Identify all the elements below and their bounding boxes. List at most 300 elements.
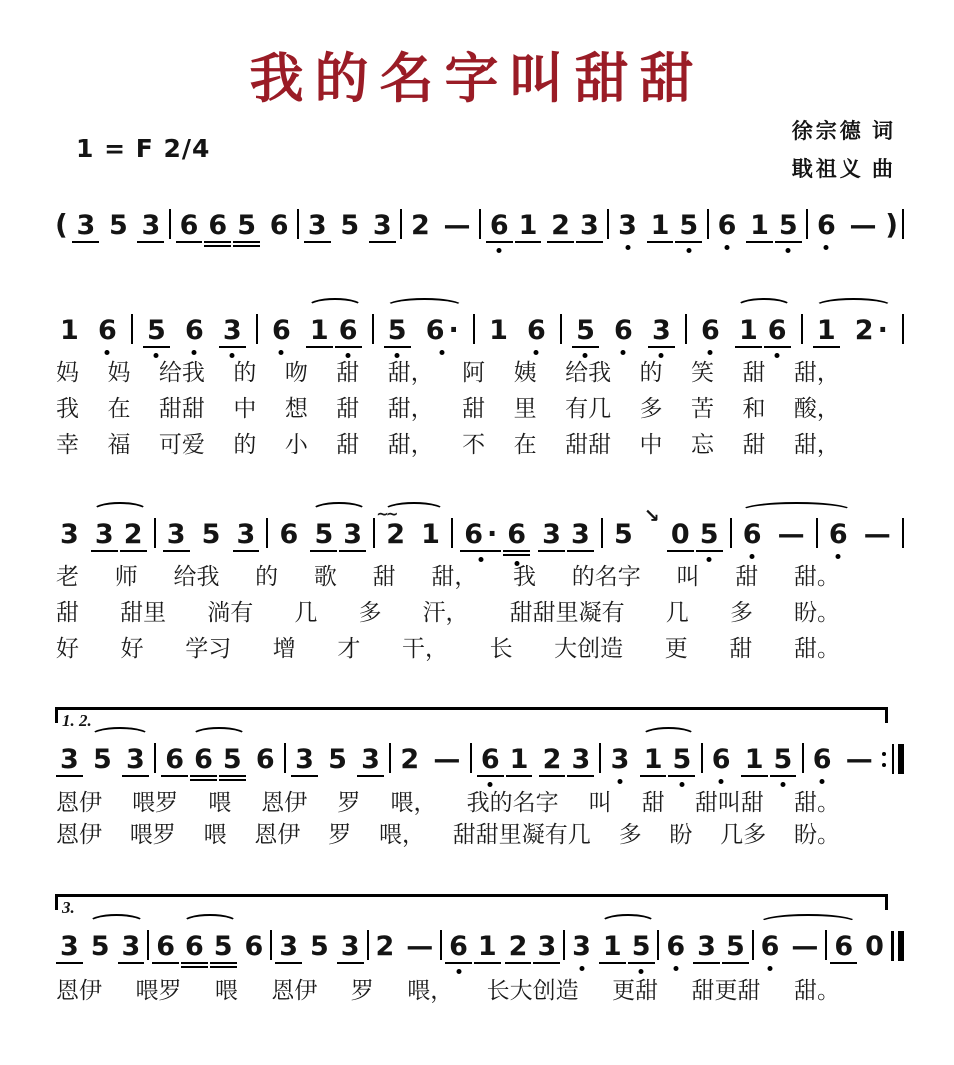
beam-underline: [335, 346, 362, 348]
lyric-syllable: 喂，: [390, 790, 437, 815]
note: [667, 743, 696, 775]
note: [55, 314, 84, 346]
note: [575, 209, 604, 241]
beam-underline: [813, 346, 840, 348]
note-digit: 1: [643, 744, 663, 775]
volta-label: 3.: [62, 898, 75, 917]
note-digit: 1: [744, 744, 764, 775]
beam-underline: [120, 550, 147, 552]
barline: [902, 209, 904, 239]
note-digit: 6: [425, 315, 445, 346]
note-digit: 6: [271, 315, 291, 346]
note-digit: 0: [670, 519, 690, 550]
slur-tie-arc: [311, 502, 367, 520]
note: [505, 743, 534, 775]
note-digit: 5: [147, 315, 166, 346]
beam-underline: [56, 962, 83, 964]
note-digit: 3: [295, 744, 314, 775]
note-digit: 0: [865, 931, 884, 962]
beam-underline: [219, 779, 246, 781]
lyric-syllable: 多: [639, 396, 663, 421]
volta-label: 1. 2.: [62, 711, 92, 730]
note-digit: 5: [328, 744, 347, 775]
note-digit: 3: [166, 519, 186, 550]
beam-underline: [503, 550, 530, 552]
note: [117, 930, 146, 962]
note-digit: 6: [527, 315, 546, 346]
lyric-syllable: 甜: [742, 360, 766, 385]
lyric-syllable: 甜叫甜: [694, 790, 764, 815]
note-digit: —: [443, 210, 471, 241]
lyric-syllable: 甜。: [793, 978, 840, 1003]
note: [232, 209, 261, 241]
note-digit: 3: [60, 931, 79, 962]
note: [218, 314, 247, 346]
note-digit: 3: [279, 931, 299, 962]
note: [738, 518, 767, 550]
lyric-syllable: 甜，: [793, 360, 840, 385]
lyric-syllable: 喂，: [378, 822, 425, 847]
lyric-syllable: 甜，: [387, 432, 434, 457]
lyric-line: [56, 390, 840, 426]
note-digit: 6: [255, 744, 275, 775]
note-digit: 2: [508, 931, 528, 962]
beam-underline: [628, 962, 655, 964]
note: [571, 314, 600, 346]
slur-tie-arc: [736, 298, 792, 316]
beam-underline: [648, 346, 675, 348]
lyric-syllable: 盼: [669, 822, 693, 847]
note-digit: 6: [179, 210, 199, 241]
note: [606, 743, 635, 775]
note: [707, 743, 736, 775]
lyric-syllable: 多: [729, 600, 753, 625]
note-digit: 5: [201, 519, 221, 550]
lyric-line: [56, 558, 840, 594]
note-digit: —: [777, 519, 805, 550]
note-digit: 3: [343, 519, 363, 550]
slur-tie-arc: [92, 502, 148, 520]
beam-underline: [696, 550, 723, 552]
lyric-line: [56, 784, 840, 816]
credit-lyricist: 徐宗德 词: [791, 119, 896, 143]
note-digit: 5: [773, 744, 793, 775]
lyric-syllable: 幸: [56, 432, 79, 457]
beam-group: [459, 518, 531, 550]
note: [609, 314, 638, 346]
lyric-syllable: 中: [639, 432, 663, 457]
note-digit: 2: [411, 210, 430, 241]
note-digit: 3: [618, 210, 637, 241]
barline: [270, 930, 272, 960]
note-digit: 3: [570, 519, 590, 550]
note: [613, 209, 642, 241]
barline: [367, 930, 369, 960]
note: [504, 930, 533, 962]
lyric-syllable: 甜: [462, 396, 486, 421]
lyric-syllable: 阿: [462, 360, 486, 385]
beam-underline: [506, 775, 533, 777]
note-digit: 3: [126, 744, 145, 775]
note: [674, 209, 703, 241]
lyric-syllable: 的名字: [571, 564, 641, 589]
barline: [599, 743, 601, 773]
lyric-syllable: 多: [358, 600, 382, 625]
beam-group: [546, 209, 604, 241]
note: [218, 743, 247, 775]
note-digit: 6: [449, 931, 468, 962]
note-digit: 6: [489, 210, 509, 241]
note: [566, 743, 595, 775]
note: [695, 518, 724, 550]
beam-group: [646, 209, 704, 241]
rest-note: [666, 518, 695, 550]
slur-tie-arc: [383, 502, 445, 520]
beam-group: [734, 314, 792, 346]
note-digit: 6: [338, 315, 358, 346]
lyric-syllable: 干，: [401, 636, 448, 661]
beam-underline: [291, 775, 318, 777]
note: [824, 518, 853, 550]
lyric-syllable: 甜甜: [565, 432, 612, 457]
note: [756, 930, 785, 962]
lyric-syllable: 甜。: [793, 790, 840, 815]
parenthesis: ): [885, 208, 898, 241]
beam-underline: [219, 346, 246, 348]
note-digit: 3: [141, 210, 161, 241]
barline: [657, 930, 659, 960]
note: [514, 209, 543, 241]
lyric-syllable: 小: [284, 432, 308, 457]
note: [275, 518, 304, 550]
beam-underline: [118, 962, 145, 964]
note-digit: 6: [480, 744, 500, 775]
lyric-syllable: 我: [56, 396, 79, 421]
dash-extension: [439, 209, 476, 241]
lyric-syllable: 喂罗: [135, 978, 182, 1003]
note-digit: 6: [244, 931, 264, 962]
barline: [473, 314, 475, 344]
slur-tie-arc: [758, 914, 858, 932]
thin-bar: [892, 744, 894, 774]
note-digit: 3: [60, 744, 79, 775]
lyric-syllable: 甜: [336, 432, 360, 457]
beam-underline: [233, 245, 260, 247]
barline: [154, 743, 156, 773]
note-digit: —: [791, 931, 819, 962]
note-digit: 5: [213, 931, 233, 962]
note: [829, 930, 858, 962]
beam-underline: [693, 962, 720, 964]
barline: [470, 743, 472, 773]
note: [368, 209, 397, 241]
beam-group: [504, 930, 562, 962]
note: [160, 743, 189, 775]
low-octave-dot: [824, 245, 829, 250]
beam-underline: [339, 550, 366, 552]
beam-underline: [181, 962, 208, 964]
barline: [730, 518, 732, 548]
beam-underline: [143, 346, 170, 348]
note: [459, 518, 502, 550]
beam-group: [305, 314, 363, 346]
beam-group: [309, 518, 367, 550]
lyric-syllable: 恩伊: [271, 978, 318, 1003]
low-octave-dot: [768, 966, 773, 971]
slur-tie-arc: [307, 298, 363, 316]
beam-underline: [547, 241, 574, 243]
note-digit: 6: [812, 744, 832, 775]
key-time-signature: 1 = F 2/4: [76, 134, 211, 163]
lyric-syllable: 给我: [565, 360, 612, 385]
lyric-syllable: 汗，: [422, 600, 469, 625]
note: [734, 314, 763, 346]
dash-extension: [773, 518, 810, 550]
note-digit: 6: [185, 931, 204, 962]
note-digit: 5: [725, 931, 745, 962]
note-digit: 1: [309, 315, 329, 346]
note-digit: 5: [108, 210, 128, 241]
lyric-syllable: 几: [665, 600, 689, 625]
lyric-syllable: 罗: [350, 978, 374, 1003]
low-octave-dot: [724, 245, 729, 250]
lyric-syllable: 更甜: [612, 978, 659, 1003]
note-digit: 2: [551, 210, 570, 241]
beam-underline: [486, 241, 513, 243]
barline: [802, 743, 804, 773]
note: [151, 930, 180, 962]
note: [376, 505, 410, 550]
volta-bracket-1-2: [55, 707, 888, 730]
note: [142, 314, 171, 346]
note: [444, 930, 473, 962]
lyric-syllable: 姨: [513, 360, 537, 385]
note: [522, 314, 551, 346]
note: [305, 314, 334, 346]
note: [55, 743, 84, 775]
note: [740, 743, 769, 775]
note-digit: 3: [651, 315, 671, 346]
lyric-line: [56, 594, 840, 630]
slur-tie-arc: [740, 502, 853, 520]
lyric-syllable: 在: [513, 432, 537, 457]
note: [303, 209, 332, 241]
note: [646, 209, 675, 241]
beam-underline: [304, 241, 331, 243]
note: [395, 743, 424, 775]
note: [104, 209, 133, 241]
dash-extension: [859, 518, 896, 550]
beam-underline: [567, 550, 594, 552]
note: [274, 930, 303, 962]
note: [136, 209, 165, 241]
low-octave-dot: [625, 245, 630, 250]
note: [90, 518, 119, 550]
lyric-syllable: 甜，: [793, 432, 840, 457]
note: [485, 209, 514, 241]
beam-group: [160, 743, 246, 775]
beam-underline: [538, 550, 565, 552]
note-digit: 5: [310, 931, 329, 962]
low-octave-dot: [579, 966, 584, 971]
barline: [902, 314, 904, 344]
lyric-syllable: 甜: [742, 432, 766, 457]
lyric-syllable: 可爱: [158, 432, 205, 457]
barline: [902, 518, 904, 548]
note: [745, 209, 774, 241]
lyric-syllable: 不: [462, 432, 486, 457]
beam-underline: [830, 962, 857, 964]
beam-underline: [640, 775, 667, 777]
note: [180, 314, 209, 346]
barline: [752, 930, 754, 960]
note: [692, 930, 721, 962]
beam-underline: [369, 241, 396, 243]
lyric-syllable: 盼。: [793, 822, 840, 847]
low-octave-dot: [497, 248, 502, 253]
note-digit: 3: [572, 931, 591, 962]
lyric-syllable: 酸，: [793, 396, 840, 421]
lyric-syllable: 淌有: [207, 600, 254, 625]
mordent-icon: ~~: [376, 505, 396, 523]
lyric-syllable: 甜里: [120, 600, 167, 625]
beam-underline: [505, 962, 532, 964]
note: [416, 518, 445, 550]
note-digit: 6: [767, 315, 787, 346]
repeat-dot: [882, 763, 886, 767]
note-digit: 6: [711, 744, 731, 775]
note-digit: 5: [90, 931, 110, 962]
note-digit: 6: [834, 931, 854, 962]
lyric-syllable: 师: [114, 564, 138, 589]
note-digit: 6: [156, 931, 175, 962]
barline: [147, 930, 149, 960]
beam-underline: [764, 346, 791, 348]
lyric-line: [56, 630, 840, 666]
note-digit: 2: [375, 931, 395, 962]
note-digit: 5: [576, 315, 595, 346]
note-digit: 5: [679, 210, 699, 241]
repeat-dot: [882, 752, 886, 756]
lyric-syllable: 喂: [214, 978, 238, 1003]
lyric-syllable: 甜，: [387, 360, 434, 385]
lyric-syllable: 我的名字: [466, 790, 559, 815]
lyric-syllable: 增: [272, 636, 296, 661]
slur-tie-arc: [191, 727, 247, 745]
note: [265, 209, 294, 241]
slur-tie-arc: [385, 298, 464, 316]
beam-underline: [72, 241, 99, 243]
beam-underline: [210, 966, 237, 968]
beam-underline: [572, 346, 599, 348]
lyric-syllable: 甜。: [793, 564, 840, 589]
thick-bar: [898, 744, 904, 774]
note-digit: 6: [614, 315, 633, 346]
end-repeat-barline: [882, 743, 904, 775]
note-digit: 6: [828, 519, 848, 550]
final-barline: [891, 930, 904, 962]
lyric-syllable: 盼。: [793, 600, 840, 625]
beam-underline: [533, 962, 560, 964]
beam-group: [537, 518, 595, 550]
lyric-syllable: 忘: [690, 432, 714, 457]
beam-underline: [668, 775, 695, 777]
lyric-syllable: 妈: [107, 360, 131, 385]
lyric-syllable: 歌: [313, 564, 337, 589]
beam-underline: [474, 962, 501, 964]
note-digit: —: [406, 931, 434, 962]
lyric-syllable: 甜更甜: [691, 978, 761, 1003]
repeat-dots: [882, 752, 886, 767]
barline: [154, 518, 156, 548]
note: [323, 743, 352, 775]
beam-underline: [770, 775, 797, 777]
note: [88, 743, 117, 775]
note: [627, 930, 656, 962]
note-digit: 6: [701, 315, 720, 346]
note: [721, 930, 750, 962]
lyric-syllable: 罗: [337, 790, 361, 815]
parenthesis: (: [55, 208, 68, 241]
note-digit: 3: [571, 744, 591, 775]
barline: [607, 209, 609, 239]
beam-underline: [675, 241, 702, 243]
barline: [256, 314, 258, 344]
lyric-line: [56, 426, 840, 462]
lyric-syllable: 里: [513, 396, 537, 421]
lyric-syllable: 想: [284, 396, 308, 421]
rest-note: [860, 930, 889, 962]
dash-extension: [401, 930, 438, 962]
note-digit: 2: [542, 744, 562, 775]
barline: [373, 518, 375, 548]
dash-extension: [845, 209, 882, 241]
barline: [701, 743, 703, 773]
augmentation-dot: ·: [486, 519, 498, 550]
note: [566, 518, 595, 550]
barline: [479, 209, 481, 239]
lyric-syllable: 甜: [641, 790, 665, 815]
lyric-syllable: 给我: [158, 360, 205, 385]
note: [537, 518, 566, 550]
beam-group: [90, 518, 148, 550]
beam-underline: [181, 966, 208, 968]
barline: [825, 930, 827, 960]
lyric-syllable: 笑: [690, 360, 714, 385]
lyric-syllable: 有几: [565, 396, 612, 421]
note-digit: 6: [208, 210, 228, 241]
note-digit: 6: [666, 931, 686, 962]
note: [713, 209, 742, 241]
lyric-syllable: 恩伊: [56, 822, 102, 847]
note: [336, 930, 365, 962]
note: [406, 209, 435, 241]
note: [473, 930, 502, 962]
beam-group: [740, 743, 798, 775]
beam-group: [745, 209, 803, 241]
notation-line-intro: [55, 207, 904, 241]
note-digit: 5: [222, 744, 242, 775]
lyric-syllable: 甜。: [793, 636, 840, 661]
beam-underline: [357, 775, 384, 777]
beam-underline: [746, 241, 773, 243]
note-digit: 2: [386, 519, 406, 550]
note: [609, 518, 638, 550]
lyric-syllable: 更: [664, 636, 688, 661]
note: [484, 314, 513, 346]
lyric-syllable: 甜，: [387, 396, 434, 421]
barline: [389, 743, 391, 773]
